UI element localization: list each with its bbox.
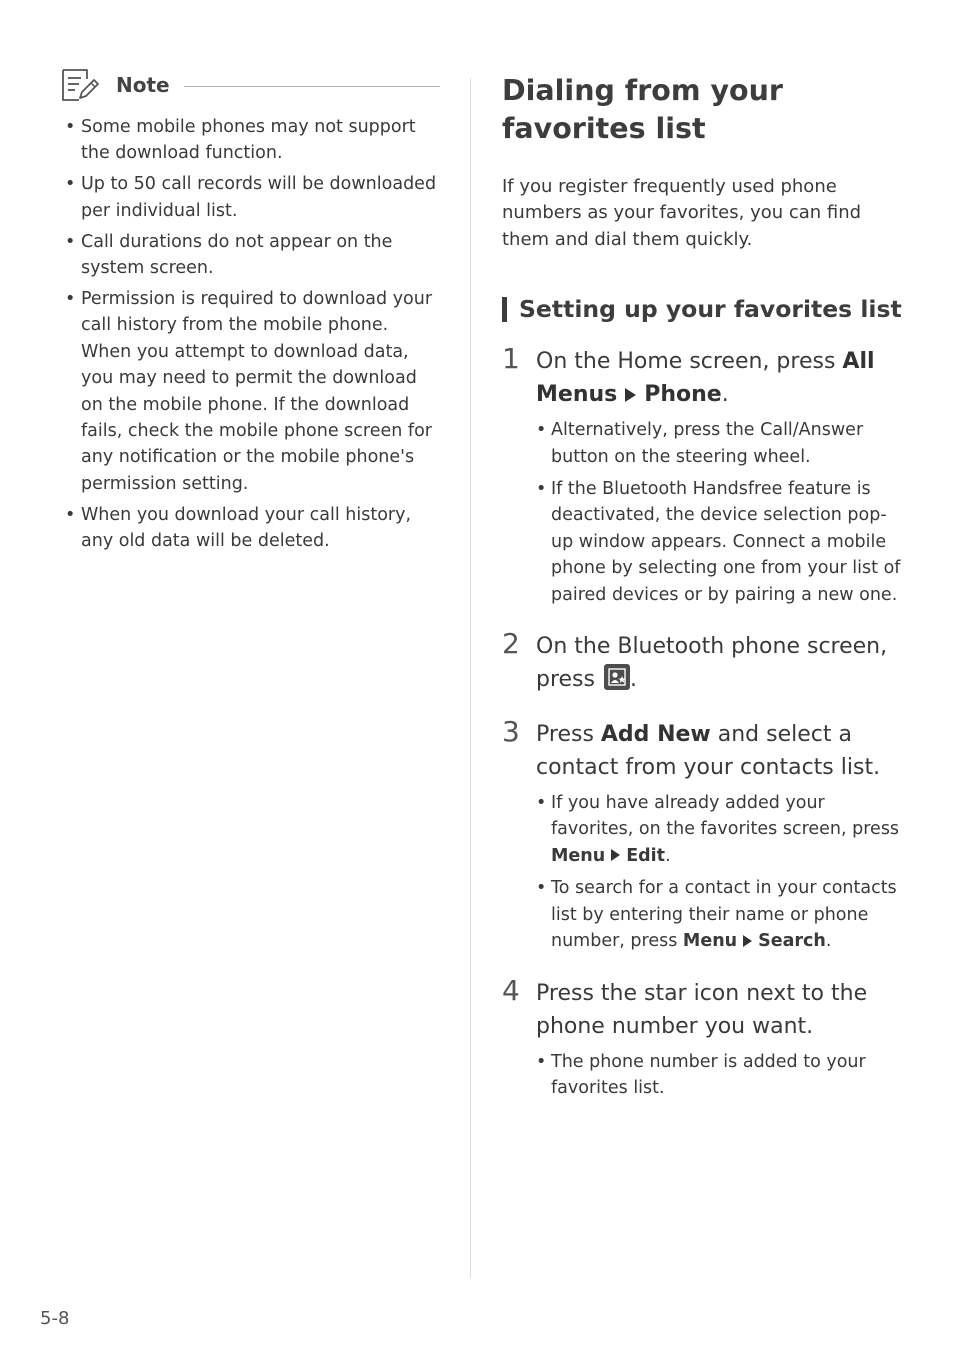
section-title: Dialing from your favorites list	[502, 74, 783, 145]
note-item: • Permission is required to download your call history from the mobile phone. When you attempt to download data, you may need to permit the download on the mobile phone. If the download fails, check the mobile phone screen for any notification or the mobile phone's permission setting.	[60, 286, 440, 497]
note-header	[60, 62, 440, 108]
step-number: 4	[502, 973, 520, 1007]
favorites-section	[502, 62, 902, 1107]
note-list	[60, 114, 440, 555]
note-rule	[184, 86, 440, 87]
arrow-right-icon	[611, 849, 620, 861]
note-item: • Call durations do not appear on the system screen.	[60, 229, 440, 282]
step-note	[536, 875, 902, 954]
step-note-part: .	[825, 931, 832, 952]
menu-add-new: Add New	[600, 722, 711, 748]
step-1-notes	[536, 417, 902, 608]
step-3	[502, 715, 902, 954]
note-pencil-icon	[60, 67, 100, 103]
subsection-header	[502, 295, 902, 323]
subsection-bar	[502, 297, 507, 322]
arrow-right-icon	[743, 935, 752, 947]
step-note	[536, 790, 902, 869]
menu-search: Search	[758, 931, 826, 952]
step-text-part: .	[629, 667, 637, 693]
step-4	[502, 973, 902, 1102]
note-item: • When you download your call history, any old data will be deleted.	[60, 502, 440, 555]
note-item: • Some mobile phones may not support the download function.	[60, 114, 440, 167]
step-note-part: .	[665, 845, 671, 866]
menu-menu: Menu	[551, 845, 606, 866]
step-text-part: .	[721, 382, 729, 408]
step-text	[536, 345, 902, 411]
step-text: Press the star icon next to the phone number you want.	[536, 980, 868, 1039]
menu-all-menus: All Menus	[536, 349, 875, 408]
favorites-contact-icon	[604, 664, 630, 690]
step-note-part: If you have already added your favorites, on the favorites screen, press	[551, 793, 900, 840]
step-text-part: Press	[536, 722, 601, 748]
menu-menu: Menu	[682, 931, 738, 952]
step-2	[502, 627, 902, 696]
step-4-notes	[536, 1049, 902, 1102]
step-text-part: On the Home screen, press	[536, 349, 843, 375]
note-item: • Up to 50 call records will be downloaded per individual list.	[60, 171, 440, 224]
note-box	[60, 62, 440, 559]
step-number: 3	[502, 715, 520, 749]
column-divider	[470, 78, 471, 1278]
step-text	[536, 718, 902, 784]
step-text	[536, 630, 902, 696]
step-text-part: and select a contact from your contacts list.	[536, 722, 881, 781]
subsection-title: Setting up your favorites list	[519, 295, 902, 324]
menu-edit: Edit	[626, 845, 666, 866]
step-note-part: To search for a contact in your contacts list by entering their name or phone number, press	[551, 878, 897, 952]
step-1	[502, 342, 902, 608]
step-number: 2	[502, 627, 520, 661]
step-number: 1	[502, 342, 520, 376]
page-number: 5-8	[40, 1308, 70, 1329]
step-note: • The phone number is added to your favorites list.	[536, 1049, 902, 1102]
section-intro: If you register frequently used phone numbers as your favorites, you can find them and dial them quickly.	[502, 176, 862, 250]
menu-phone: Phone	[644, 382, 722, 408]
step-text-part: On the Bluetooth phone screen, press	[536, 634, 888, 693]
step-3-notes	[536, 790, 902, 954]
arrow-right-icon	[625, 388, 636, 402]
step-note: • If the Bluetooth Handsfree feature is deactivated, the device selection pop-up window appears. Connect a mobile phone by selecting one from your list of paired devices or by pairing a new one.	[536, 476, 902, 608]
step-note: • Alternatively, press the Call/Answer button on the steering wheel.	[536, 417, 902, 470]
note-label: Note	[116, 73, 170, 97]
